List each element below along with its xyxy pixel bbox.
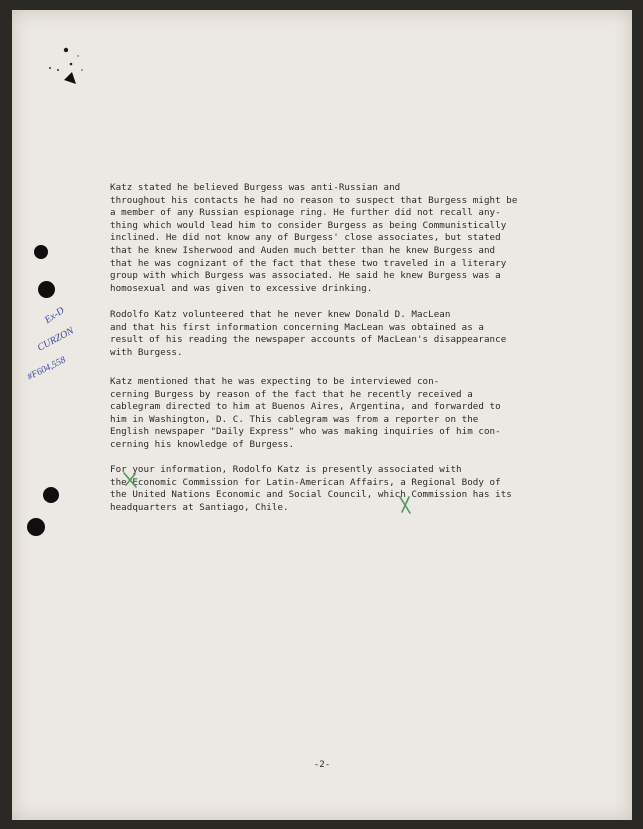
page-number: -2- bbox=[313, 759, 331, 770]
annotation-line-1: Ex-D bbox=[42, 305, 67, 326]
check-mark-icon bbox=[122, 471, 138, 489]
paragraph-1: Katz stated he believed Burgess was anti-Russian and throughout his contacts he had no reason to suspect that Burgess might be a member of any Russian espionage ring. He further did not recall any- thing which would lead him to consider Burgess as being Communistically inclined. He did not know any of Burgess' close associates, but stated that he knew Isherwood and Auden much better than he knew Burgess and that he was cognizant of the fact that these two traveled in a literary group with which Burgess was associated. He said he knew Burgess was a homosexual and was given to excessive drinking. bbox=[110, 182, 518, 294]
punch-hole-4 bbox=[27, 518, 45, 536]
punch-hole-2 bbox=[38, 281, 55, 298]
punch-hole-3 bbox=[43, 487, 59, 503]
paragraph-2: Rodolfo Katz volunteered that he never knew Donald D. MacLean and that his first information concerning MacLean was obtained as a result of his reading the newspaper accounts of MacLean's disappearance with Burgess. bbox=[110, 309, 507, 358]
document-page bbox=[12, 10, 632, 820]
annotation-line-3: #F604,558 bbox=[25, 355, 68, 383]
annotation-line-2: CURZON bbox=[35, 325, 76, 354]
paragraph-3: Katz mentioned that he was expecting to be interviewed con- cerning Burgess by reason of the fact that he recently received a cablegram directed to him at Buenos Aires, Argentina, and forwarded to him in Washington, D. C. This cablegram was from a reporter on the English newspaper "Daily Express" who was making inquiries of him con- cerning his knowledge of Burgess. bbox=[110, 376, 501, 450]
punch-hole-1 bbox=[34, 245, 48, 259]
paragraph-4: For your information, Rodolfo Katz is presently associated with the Economic Commission for Latin-American Affairs, a Regional Body of the United Nations Economic and Social Council, which Commission has its headquarters at Santiago, Chile. bbox=[110, 464, 512, 513]
handwritten-annotation bbox=[25, 300, 116, 400]
check-mark-icon bbox=[397, 495, 413, 515]
ink-speck-mark bbox=[42, 46, 102, 90]
